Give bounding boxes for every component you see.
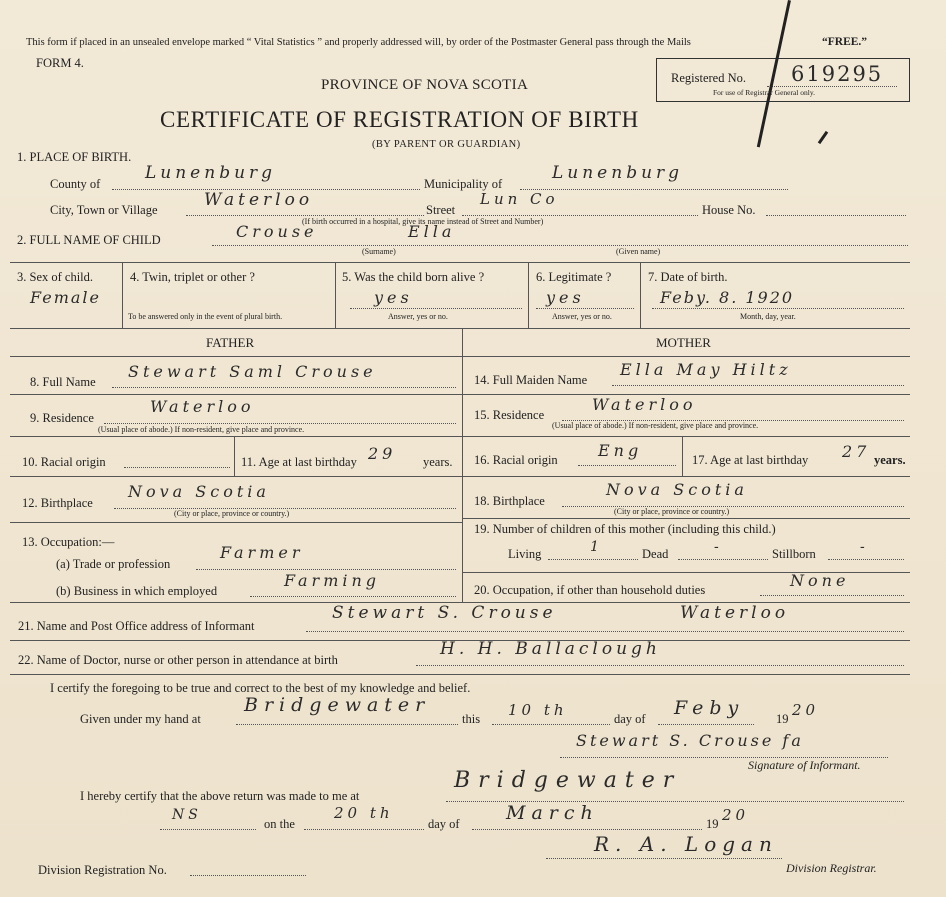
row-rule [462,518,910,519]
mother-racial-line [578,465,676,466]
form-number: FORM 4. [36,56,84,70]
house-label: House No. [702,203,756,217]
child-name-label: 2. FULL NAME OF CHILD [17,233,161,247]
division-registration-line [190,875,306,876]
col-divider [528,262,529,328]
certification-statement: I certify the foregoing to be true and correct to the best of my knowledge and belief. [50,681,471,695]
row-rule [10,328,910,329]
row-rule [462,436,910,437]
registrar-signature: R. A. Logan [594,832,778,856]
registrar-month-line [472,829,702,830]
mother-residence-label: 15. Residence [474,408,545,422]
mother-heading: MOTHER [656,335,711,350]
mother-occupation-label: 20. Occupation, if other than household duties [474,583,706,597]
mother-racial-label: 16. Racial origin [474,453,558,467]
mother-birthplace-note: (City or place, province or country.) [614,507,730,516]
table-top-rule [10,262,910,263]
registered-line [767,86,897,87]
city-value: Waterloo [204,190,314,210]
date-note: Month, day, year. [740,312,796,321]
stillborn-value: - [860,539,869,555]
mother-birthplace-label: 18. Birthplace [474,494,545,508]
mother-age-value: 27 [842,442,871,461]
mother-name-line [612,385,904,386]
mailing-notice: This form if placed in an unsealed envelope marked “ Vital Statistics ” and properly addressed will, by order of the Postmaster General pass through the Mails [26,37,691,48]
province-heading: PROVINCE OF NOVA SCOTIA [321,77,529,93]
heading-rule [10,356,910,357]
given-label: Given under my hand at [80,712,201,726]
cell-divider [682,436,683,476]
father-occupation-label: 13. Occupation:— [22,535,115,549]
free-mark: “FREE.” [822,36,868,48]
informant-address: Waterloo [680,603,790,623]
registrar-statement: I hereby certify that the above return was made to me at [80,789,360,803]
tick-mark [818,131,828,144]
house-line [766,215,906,216]
sex-value: Female [30,288,101,307]
registered-number-box [656,58,910,102]
city-line [186,215,424,216]
dead-label: Dead [642,547,669,561]
informant-label: 21. Name and Post Office address of Informant [18,619,255,633]
doctor-label: 22. Name of Doctor, nurse or other person in attendance at birth [18,653,338,667]
division-registrar-caption: Division Registrar. [786,861,877,875]
surname-caption: (Surname) [362,247,396,256]
father-residence-label: 9. Residence [30,411,94,425]
registrar-day-line [304,829,424,830]
doctor-line [416,665,904,666]
father-business-label: (b) Business in which employed [56,584,218,598]
registrar-year-value: 20 [722,806,750,824]
this-label: this [462,712,481,726]
county-value: Lunenburg [145,163,277,183]
children-label: 19. Number of children of this mother (including this child.) [474,522,776,536]
municipality-value: Lunenburg [552,163,684,183]
parent-divider [462,328,463,602]
father-trade-label: (a) Trade or profession [56,557,171,571]
given-day-line [492,724,610,725]
stillborn-line [828,559,904,560]
city-label: City, Town or Village [50,203,158,217]
living-value: 1 [590,539,603,555]
legit-line [536,308,634,309]
given-month-value: Feby [674,697,745,719]
col-divider [122,262,123,328]
informant-signature: Stewart S. Crouse fa [576,731,804,750]
legit-label: 6. Legitimate ? [536,270,612,284]
mother-name-label: 14. Full Maiden Name [474,373,588,387]
father-birthplace-note: (City or place, province or country.) [174,509,290,518]
father-birthplace-label: 12. Birthplace [22,496,93,510]
street-line [462,215,698,216]
alive-value: yes [374,288,413,307]
mother-age-unit: years. [874,453,906,467]
living-line [548,559,638,560]
child-given-name: Ella [408,222,456,241]
row-rule [10,674,910,675]
registrar-day-value: 20 th [334,804,394,822]
registrar-prefix-line [160,829,256,830]
registrar-year-prefix: 19 [706,817,719,831]
municipality-line [520,189,788,190]
twin-label: 4. Twin, triplet or other ? [130,270,255,284]
dead-line [678,559,768,560]
alive-note: Answer, yes or no. [388,312,448,321]
registered-label: Registered No. [671,71,746,85]
row-rule [10,436,462,437]
given-place-value: Bridgewater [244,694,431,716]
registrar-month-value: March [506,802,599,824]
row-rule [462,476,910,477]
street-value: Lun Co [480,190,559,208]
living-label: Living [508,547,542,561]
father-residence-line [104,423,456,424]
row-rule [10,394,462,395]
father-racial-line [124,467,230,468]
given-day-value: 10 th [508,701,568,719]
division-registration-label: Division Registration No. [38,863,167,877]
date-value: Feby. 8. 1920 [660,288,795,307]
father-age-value: 29 [368,444,397,463]
mother-residence-value: Waterloo [592,395,697,414]
mother-racial-value: Eng [598,441,643,460]
father-trade-line [196,569,456,570]
registrar-use-note: For use of Registrar General only. [713,88,815,97]
registrar-day-of-label: day of [428,817,460,831]
father-age-label: 11. Age at last birthday [241,455,357,469]
mother-occupation-value: None [790,571,850,590]
given-place-line [236,724,458,725]
informant-name: Stewart S. Crouse [332,603,557,623]
street-label: Street [426,203,456,217]
mother-residence-note: (Usual place of abode.) If non-resident, give place and province. [552,421,759,430]
given-year-value: 20 [792,701,820,719]
father-heading: FATHER [206,335,255,350]
sex-label: 3. Sex of child. [17,270,94,284]
hospital-note: (If birth occurred in a hospital, give its name instead of Street and Number) [302,217,544,226]
registrar-prefix-value: NS [172,807,202,823]
father-trade-value: Farmer [220,543,304,562]
col-divider [335,262,336,328]
father-name-label: 8. Full Name [30,375,96,389]
dead-value: - [714,539,723,555]
page-title: CERTIFICATE OF REGISTRATION OF BIRTH [160,107,639,132]
father-residence-note: (Usual place of abode.) If non-resident, give place and province. [98,425,305,434]
mother-birthplace-value: Nova Scotia [606,480,748,499]
alive-line [350,308,522,309]
father-birthplace-value: Nova Scotia [128,482,270,501]
mother-age-label: 17. Age at last birthday [692,453,809,467]
registrar-on-label: on the [264,817,295,831]
child-surname: Crouse [236,222,318,241]
county-label: County of [50,177,101,191]
father-business-line [250,596,456,597]
cell-divider [234,436,235,476]
place-heading: 1. PLACE OF BIRTH. [17,150,132,164]
legit-value: yes [546,288,585,307]
father-name-line [112,387,456,388]
registrar-place-value: Bridgewater [454,768,682,793]
alive-label: 5. Was the child born alive ? [342,270,485,284]
father-business-value: Farming [284,571,381,590]
row-rule [10,476,462,477]
registered-number: 619295 [791,62,884,86]
father-name-value: Stewart Saml Crouse [128,362,377,381]
informant-signature-caption: Signature of Informant. [748,758,861,772]
mother-name-value: Ella May Hiltz [620,360,792,379]
father-age-unit: years. [423,455,453,469]
municipality-label: Municipality of [424,177,503,191]
given-year-prefix: 19 [776,712,789,726]
given-caption: (Given name) [616,247,661,256]
row-rule [10,522,462,523]
col-divider [640,262,641,328]
father-racial-label: 10. Racial origin [22,455,106,469]
twin-note: To be answered only in the event of plural birth. [128,312,283,321]
legit-note: Answer, yes or no. [552,312,612,321]
mother-occupation-line [760,595,904,596]
date-label: 7. Date of birth. [648,270,728,284]
registrar-signature-line [546,858,782,859]
page-subtitle: (BY PARENT OR GUARDIAN) [372,139,521,150]
father-residence-value: Waterloo [150,397,255,416]
child-name-line [212,245,908,246]
date-line [652,308,904,309]
doctor-value: H. H. Ballaclough [440,639,661,659]
informant-line [306,631,904,632]
stillborn-label: Stillborn [772,547,816,561]
given-day-of-label: day of [614,712,646,726]
given-month-line [658,724,754,725]
